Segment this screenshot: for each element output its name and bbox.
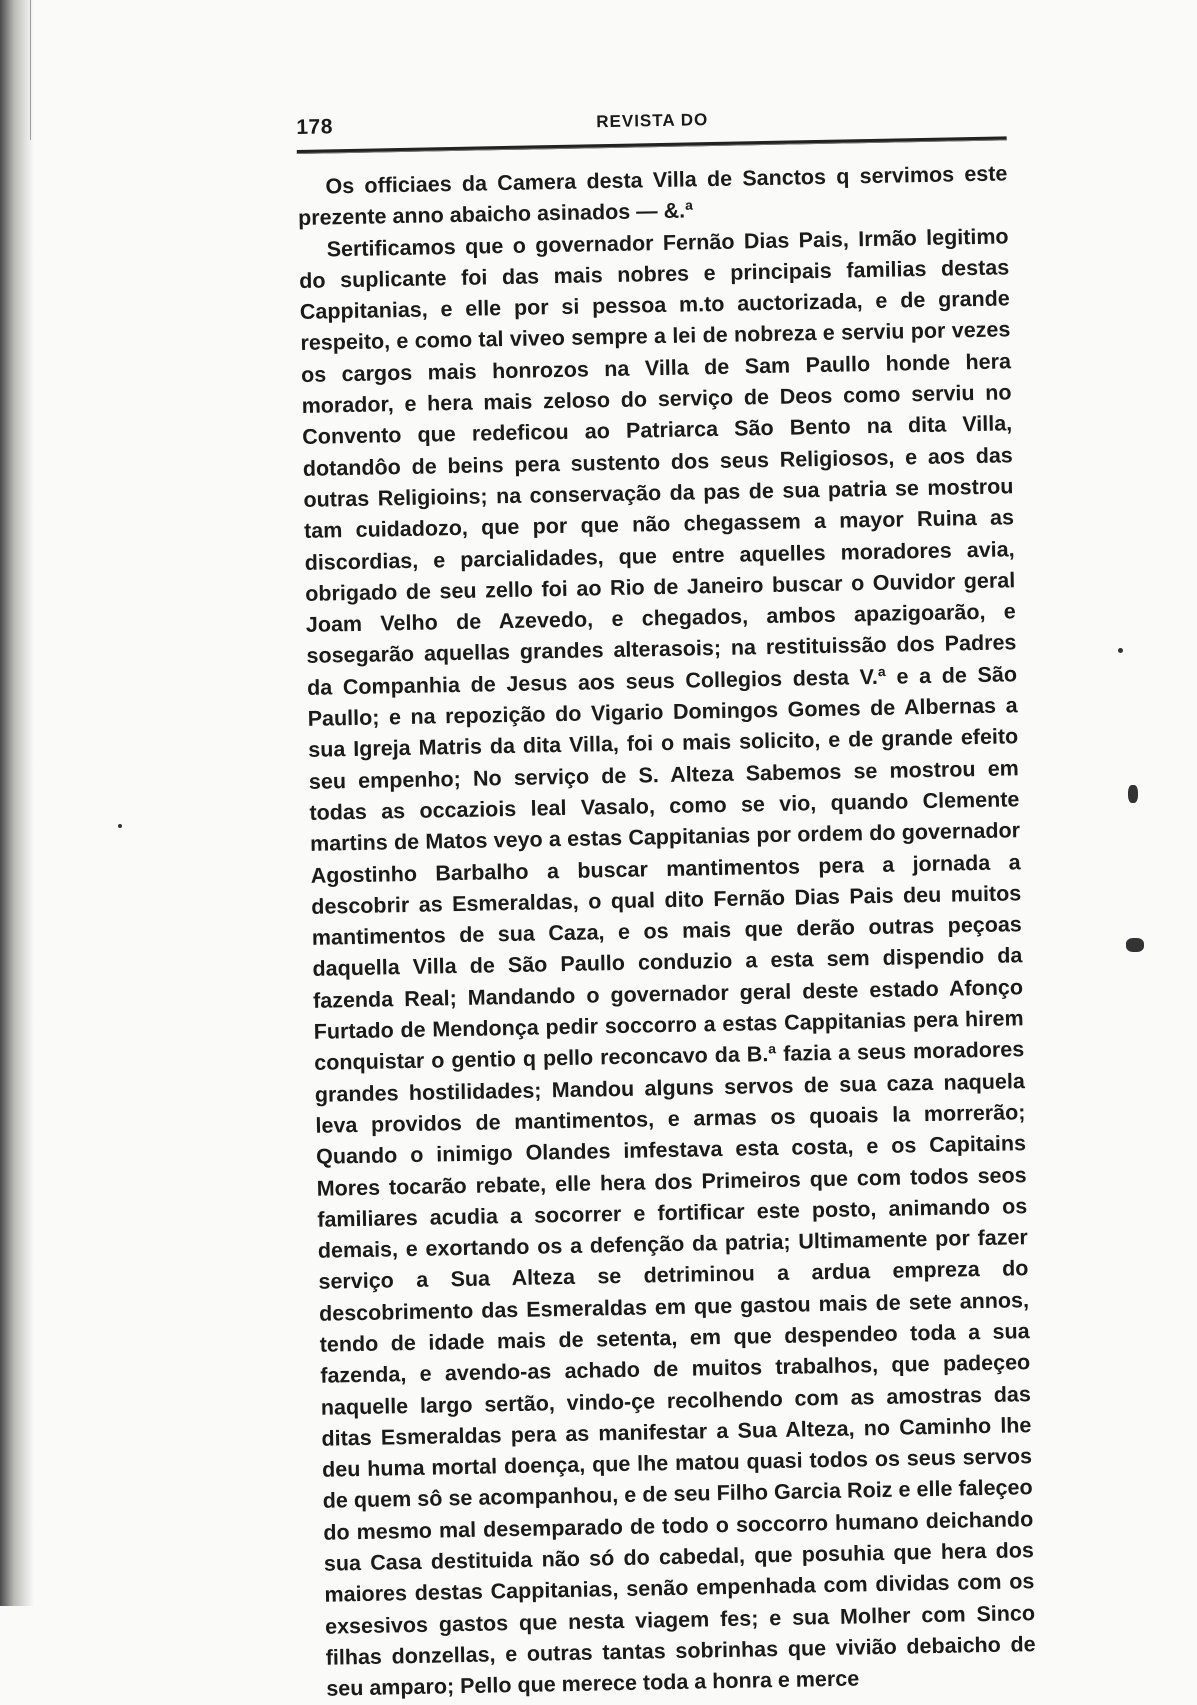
paragraph-certification: Sertificamos que o governador Fernão Dias Pais, Irmão legitimo do suplicante foi das mais nobres e principais familias destas Cappitanias, e elle por si pessoa m.to auctorizada, e de grande respeito, e como tal viveo sempre a lei de nobreza e serviu por vezes os cargos mais honrozos na Villa de Sam Paullo honde hera morador, e hera mais zeloso do serviço de Deos como serviu no Convento que redeficou ao Patriarca São Bento na dita Villa, dotandôo de beins pera sustento dos seus Religiosos, e aos das outras Religioins; na conservação da pas de sua patria se mostrou tam cuidadozo, que por que não chegassem a mayor Ruina as discordias, e parcialidades, que entre aquelles moradores avia, obrigado de seu zello foi ao Rio de Janeiro buscar o Ouvidor geral Joam Velho de Azevedo, e chegados, ambos apazigoarão, e sosegarão aquellas grandes alterasois; na restituissão dos Padres da Companhia de Jesus aos seus Collegios desta V.ª e a de São Paullo; e na repozição do Vigario Domingos Gomes de Albernas a sua Igreja Matris da dita Villa, foi o mais solicito, e de grande efeito seu empenho; No serviço de S. Alteza Sabemos se mostrou em todas as occaziois leal Vasalo, como se vio, quando Clemente martins de Matos veyo a estas Cappitanias por ordem do governador Agostinho Barbalho a buscar mantimentos pera a jornada a descobrir as Esmeraldas, o qual dito Fernão Dias Pais deu muitos mantimentos de sua Caza, e os mais que derão outras peçoas daquella Villa de São Paullo conduzio a esta sem dispendio da fazenda Real; Mandando o governador geral deste estado Afonço Furtado de Mendonça pedir soccorro a estas Cappitanias pera hirem conquistar o gentio q pello reconcavo da B.ª fazia a seus moradores grandes hostilidades; Mandou alguns servos de sua caza naquela leva providos de mantimentos, e armas os quoais la morrerão; Quando o inimigo Olandes imfestava esta costa, e os Capitains Mores tocarão rebate, elle hera dos Primeiros que com todos seos familiares acudia a socorrer e fortificar este posto, animando os demais, e exortando os a defenção da patria; Ultimamente por fazer serviço a Sua Alteza se detriminou a ardua empreza do descobrimento das Esmeraldas em que gastou mais de sete annos, tendo de idade mais de setenta, em que despendeo toda a sua fazenda, e avendo-as achado de muitos trabalhos, que padeçeo naquelle largo sertão, vindo-çe recolhendo com as amostras das ditas Esmeraldas pera as manifestar a Sua Alteza, no Caminho lhe deu huma mortal doença, que lhe matou quasi todos os seus servos de quem sô se acompanhou, e de seu Filho Garcia Roiz e elle faleçeo do mesmo mal desemparado de todo o soccorro humano deichando sua Casa destituida não só do cabedal, que posuhia que hera dos maiores destas Cappitanias, senão empenhada com dividas com os exsesivos gastos que nesta viagem fes; e sua Molher com Sinco filhas donzellas, e outras tantas sobrinhas que vivião debaicho de seu amparo; Pello que merece toda a honra e merce [299,223,1036,1701]
ink-speck [1128,785,1138,803]
binding-crease [30,0,31,140]
page-binding-edge [0,0,34,1606]
ink-speck [118,824,122,828]
paragraph-opening: Os officiaes da Camera desta Villa de Sanctos q servimos este prezente anno abaicho asinados — &.ª [297,161,1008,231]
ink-speck [1126,938,1144,952]
book-page [296,96,1036,1705]
page-body [297,158,1036,1705]
ink-speck [1118,648,1123,653]
running-head: REVISTA DO [596,110,709,132]
page-number: 178 [296,115,334,139]
